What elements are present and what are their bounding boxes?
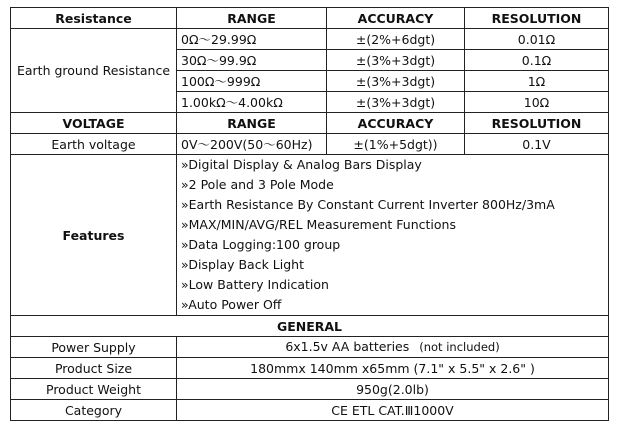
resolution-cell: 0.1Ω (465, 50, 609, 71)
spec-table (10, 7, 609, 421)
resistance-header: Resistance (11, 8, 177, 29)
accuracy-cell: ±(3%+3dgt) (327, 71, 465, 92)
earth-voltage-label: Earth voltage (11, 134, 177, 155)
features-label: Features (11, 155, 177, 316)
power-supply-label: Power Supply (11, 337, 177, 358)
resolution-header: RESOLUTION (465, 8, 609, 29)
resolution-cell: 0.1V (465, 134, 609, 155)
range-cell: 0Ω～29.99Ω (177, 29, 327, 50)
product-size-label: Product Size (11, 358, 177, 379)
product-size-value: 180mmx 140mm x65mm (7.1" x 5.5" x 2.6" ) (177, 358, 609, 379)
voltage-header-row (11, 113, 609, 134)
list-item: »MAX/MIN/AVG/REL Measurement Functions (181, 217, 456, 232)
resolution-cell: 0.01Ω (465, 29, 609, 50)
accuracy-header: ACCURACY (327, 8, 465, 29)
range-cell: 0V～200V(50～60Hz) (177, 134, 327, 155)
resistance-header-row (11, 8, 609, 29)
power-supply-note: (not included) (419, 340, 500, 354)
power-supply-value: 6x1.5v AA batteries (285, 339, 410, 354)
accuracy-cell: ±(3%+3dgt) (327, 50, 465, 71)
earth-ground-resistance-label: Earth ground Resistance (11, 29, 177, 113)
table-row (11, 29, 609, 50)
accuracy-cell: ±(1%+5dgt)) (327, 134, 465, 155)
table-row (11, 134, 609, 155)
features-row (11, 155, 609, 316)
range-cell: 1.00kΩ～4.00kΩ (177, 92, 327, 113)
general-title: GENERAL (11, 316, 609, 337)
accuracy-cell: ±(2%+6dgt) (327, 29, 465, 50)
resolution-cell: 1Ω (465, 71, 609, 92)
list-item: »Data Logging:100 group (181, 237, 341, 252)
range-header: RANGE (177, 113, 327, 134)
list-item: »Digital Display & Analog Bars Display (181, 157, 422, 172)
list-item: »2 Pole and 3 Pole Mode (181, 177, 334, 192)
table-row (11, 400, 609, 421)
range-cell: 100Ω～999Ω (177, 71, 327, 92)
general-header-row (11, 316, 609, 337)
list-item: »Auto Power Off (181, 297, 282, 312)
category-label: Category (11, 400, 177, 421)
table-row (11, 337, 609, 358)
category-value: CE ETL CAT.Ⅲ1000V (177, 400, 609, 421)
features-list (177, 155, 609, 316)
range-header: RANGE (177, 8, 327, 29)
resolution-cell: 10Ω (465, 92, 609, 113)
power-supply-value-cell (177, 337, 609, 358)
list-item: »Low Battery Indication (181, 277, 329, 292)
product-weight-label: Product Weight (11, 379, 177, 400)
list-item: »Earth Resistance By Constant Current Inverter 800Hz/3mA (181, 197, 555, 212)
accuracy-cell: ±(3%+3dgt) (327, 92, 465, 113)
table-row (11, 358, 609, 379)
list-item: »Display Back Light (181, 257, 304, 272)
table-row (11, 379, 609, 400)
resolution-header: RESOLUTION (465, 113, 609, 134)
range-cell: 30Ω～99.9Ω (177, 50, 327, 71)
accuracy-header: ACCURACY (327, 113, 465, 134)
voltage-header: VOLTAGE (11, 113, 177, 134)
product-weight-value: 950g(2.0lb) (177, 379, 609, 400)
